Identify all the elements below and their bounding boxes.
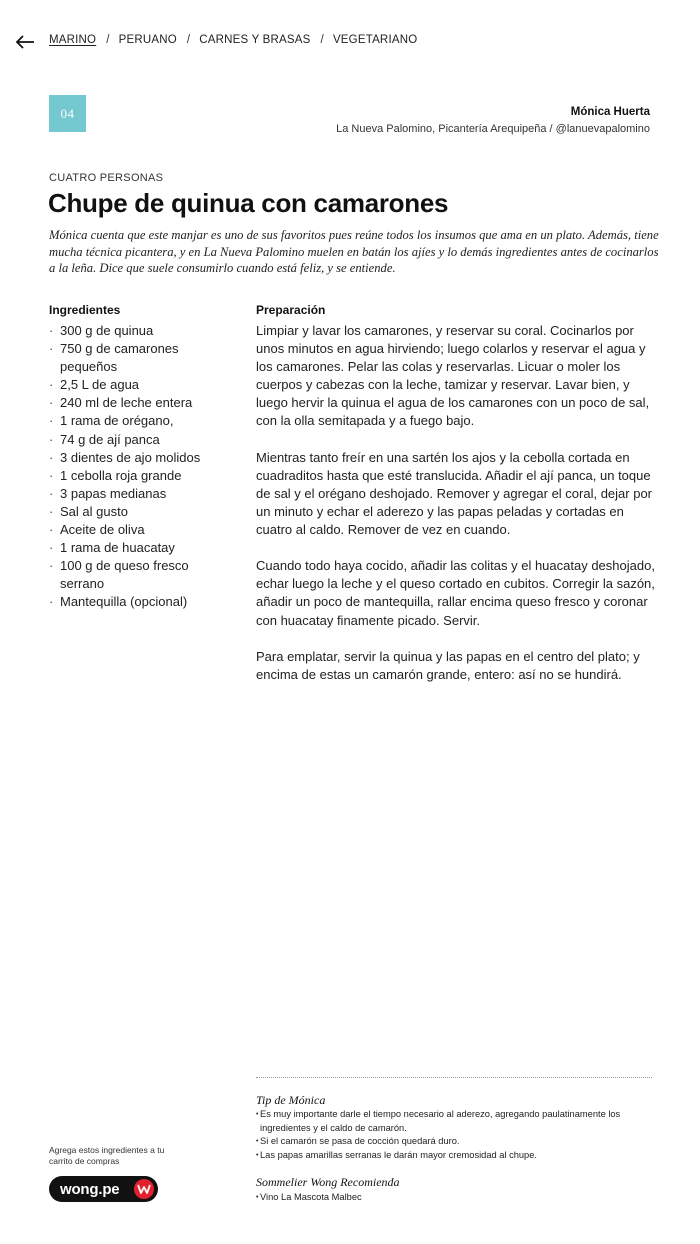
nav-separator: / xyxy=(186,34,191,46)
sommelier-list xyxy=(256,1191,362,1205)
ingredient-item: · 1 rama de orégano, xyxy=(49,412,229,430)
ingredient-item: · 74 g de ají panca xyxy=(49,431,229,449)
ingredient-item: · 2,5 L de agua xyxy=(49,376,229,394)
nav-separator: / xyxy=(320,34,324,46)
tip-title: Tip de Mónica xyxy=(256,1093,326,1107)
category-nav xyxy=(49,34,417,46)
nav-item-peruano[interactable]: PERUANO xyxy=(118,34,177,46)
ingredient-item: · 300 g de quinua xyxy=(49,322,229,340)
wong-button-label: wong.pe xyxy=(60,1180,120,1198)
nav-item-vegetariano[interactable]: VEGETARIANO xyxy=(332,34,418,46)
author-name: Mónica Huerta xyxy=(570,106,650,118)
preparation-heading: Preparación xyxy=(256,303,326,317)
tip-item: • Las papas amarillas serranas le darán mayor cremosidad al chupe. xyxy=(256,1149,656,1163)
servings-label: CUATRO PERSONAS xyxy=(49,172,164,184)
recipe-title: Chupe de quinua con camarones xyxy=(48,188,449,218)
ingredients-heading: Ingredientes xyxy=(49,303,121,317)
preparation-step: Cuando todo haya cocido, añadir las colitas y el huacatay deshojado, echar luego la leche y el queso cortado en cubitos. Corregir la sazón, añadir un poco de mantequilla, rallar encima queso fresco y coronar con huacatay finamente picado. Servir. xyxy=(256,558,655,628)
preparation-step: Limpiar y lavar los camarones, y reservar su coral. Cocinarlos por unos minutos en agua hirviendo; luego colarlos y reservar el agua y los camarones. Pelar las colas y reservarlas. Licuar o moler los cuerpos y cabezas con la leche, tamizar y reservar. Lavar bien, y luego hervir la quinua el agua de los camarones con un poco de sal, con la olla semitapada y a fuego bajo. xyxy=(256,323,650,429)
nav-item-marino[interactable]: MARINO xyxy=(49,34,97,46)
wong-cart-button[interactable] xyxy=(49,1176,158,1202)
back-arrow-icon[interactable] xyxy=(14,32,36,52)
ingredient-item: · 100 g de queso fresco serrano xyxy=(49,557,229,593)
wong-logo-icon xyxy=(134,1179,154,1199)
ingredient-item: · Sal al gusto xyxy=(49,503,229,521)
author-block xyxy=(336,105,650,137)
cart-note: Agrega estos ingredientes a tu carrito de compras xyxy=(49,1145,165,1166)
ingredients-list xyxy=(49,322,229,612)
tip-list xyxy=(256,1108,656,1162)
tip-item: • Es muy importante darle el tiempo necesario al aderezo, agregando paulatinamente los ingredientes y el caldo de camarón. xyxy=(256,1108,656,1135)
ingredient-item: · 3 dientes de ajo molidos xyxy=(49,449,229,467)
recipe-number-badge: 04 xyxy=(49,95,86,132)
ingredient-item: · 3 papas medianas xyxy=(49,485,229,503)
ingredient-item: · Mantequilla (opcional) xyxy=(49,593,229,611)
ingredient-item: · 750 g de camarones pequeños xyxy=(49,340,229,376)
nav-item-carnes-y-brasas[interactable]: CARNES Y BRASAS xyxy=(199,34,311,46)
ingredient-item: · Aceite de oliva xyxy=(49,521,229,539)
ingredient-item: · 1 cebolla roja grande xyxy=(49,467,229,485)
sommelier-title: Sommelier Wong Recomienda xyxy=(256,1175,400,1189)
preparation-body xyxy=(256,322,656,702)
footer-divider xyxy=(256,1077,652,1078)
preparation-step: Para emplatar, servir la quinua y las papas en el centro del plato; y encima de estas un camarón grande, entero: así no se hundirá. xyxy=(256,648,640,682)
author-place: La Nueva Palomino, Picantería Arequipeña / @lanuevapalomino xyxy=(336,123,650,135)
ingredient-item: · 240 ml de leche entera xyxy=(49,394,229,412)
recipe-intro: Mónica cuenta que este manjar es uno de sus favoritos pues reúne todos los insumos que ama en un plato. Además, tiene mucha técnica picantera, y en La Nueva Palomino muelen en batán los ajíes y lo demás ingredientes antes de cocinarlos a la leña. Dice que suele consumirlo cuando está feliz, y se entiende. xyxy=(49,228,659,275)
preparation-step: Mientras tanto freír en una sartén los ajos y la cebolla cortada en cuadraditos hasta que esté translucida. Añadir el ají panca, un toque de sal y el orégano deshojado. Remover y agregar el coral, dejar por un minuto y echar el aderezo y las papas peladas y cortadas en cuatro al caldo. Remover de vez en cuando. xyxy=(256,449,653,538)
tip-item: • Si el camarón se pasa de cocción quedará duro. xyxy=(256,1135,656,1149)
nav-separator: / xyxy=(106,34,110,46)
sommelier-item: • Vino La Mascota Malbec xyxy=(256,1191,362,1205)
ingredient-item: · 1 rama de huacatay xyxy=(49,539,229,557)
